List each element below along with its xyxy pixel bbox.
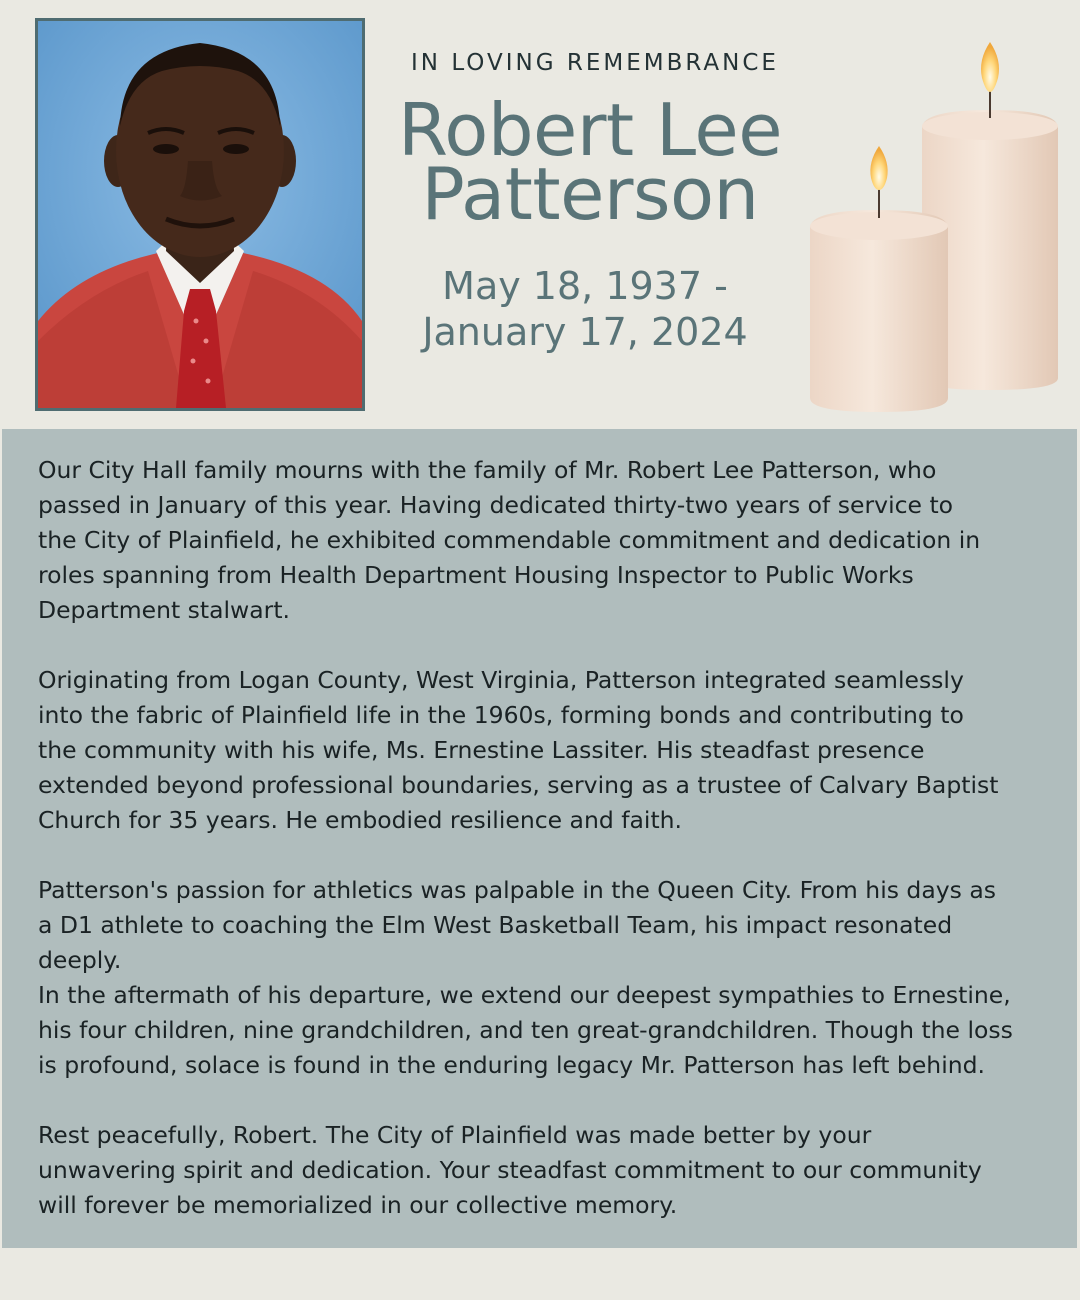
- remembrance-kicker: IN LOVING REMEMBRANCE: [411, 50, 779, 76]
- tribute-paragraph: Originating from Logan County, West Virginia, Patterson integrated seamlessly into the fabric of Plainfield life in the 1960s, forming bonds and contributing to the community with his wife, Ms. Ernestine Lassiter. His steadfast presence extended beyond professional boundaries, serving as a trustee of Calvary Baptist Church for 35 years. He embodied resilience and faith.: [38, 666, 999, 834]
- life-dates-line1: May 18, 1937 -: [442, 264, 728, 308]
- person-name: [360, 88, 820, 236]
- portrait-photo: [35, 18, 365, 411]
- tribute-text-panel: [2, 429, 1077, 1248]
- person-name-line1: Robert Lee: [397, 88, 782, 172]
- tribute-paragraph: Rest peacefully, Robert. The City of Plainfield was made better by your unwavering spirit and dedication. Your steadfast commitment to our community will forever be memorialized in our collective memory.: [38, 1121, 982, 1219]
- tribute-paragraph: Patterson's passion for athletics was palpable in the Queen City. From his days as a D1 athlete to coaching the Elm West Basketball Team, his impact resonated deeply.: [38, 876, 997, 974]
- tribute-paragraph: In the aftermath of his departure, we extend our deepest sympathies to Ernestine, his four children, nine grandchildren, and ten great-grandchildren. Though the loss is profound, solace is found in the enduring legacy Mr. Patterson has left behind.: [38, 981, 1013, 1079]
- life-dates: [380, 263, 790, 355]
- tribute-paragraph: Our City Hall family mourns with the family of Mr. Robert Lee Patterson, who passed in January of this year. Having dedicated thirty-two years of service to the City of Plainfield, he exhibited commendable commitment and dedication in roles spanning from Health Department Housing Inspector to Public Works Department stalwart.: [38, 456, 981, 624]
- candles-icon: [800, 38, 1070, 418]
- person-name-line2: Patterson: [421, 152, 759, 236]
- life-dates-line2: January 17, 2024: [422, 310, 748, 354]
- portrait-illustration: [38, 21, 362, 408]
